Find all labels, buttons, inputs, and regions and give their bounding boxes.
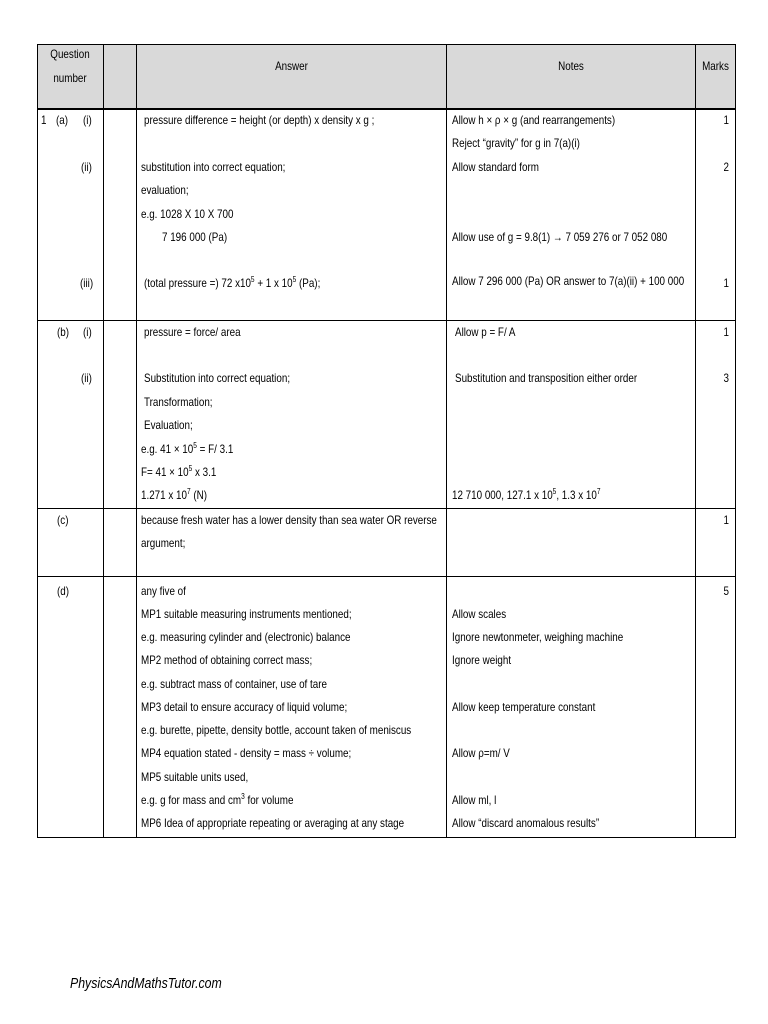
answer-line: Transformation; bbox=[144, 395, 213, 409]
header-question-line1: Question bbox=[50, 47, 90, 61]
answer-line: Substitution into correct equation; bbox=[144, 371, 291, 385]
mark-value: 1 bbox=[723, 113, 729, 127]
subpart-label: (iii) bbox=[80, 276, 94, 290]
mark-value: 1 bbox=[723, 276, 729, 290]
table-line bbox=[103, 44, 104, 838]
note-line: Allow 7 296 000 (Pa) OR answer to 7(a)(ii) + 100 000 bbox=[452, 274, 685, 288]
note-line: Allow h × ρ × g (and rearrangements) bbox=[452, 113, 616, 127]
part-label: (a) bbox=[56, 113, 69, 127]
subpart-label: (i) bbox=[83, 325, 92, 339]
answer-line: e.g. g for mass and $cm^3$ for volume bbox=[141, 792, 294, 807]
note-line: Reject “gravity” for g in 7(a)(i) bbox=[452, 136, 580, 150]
table-line bbox=[37, 320, 736, 321]
note-line: Ignore newtonmeter, weighing machine bbox=[452, 630, 624, 644]
answer-line: MP2 method of obtaining correct mass; bbox=[141, 653, 313, 667]
answer-line: MP6 Idea of appropriate repeating or averaging at any stage bbox=[141, 816, 405, 830]
answer-line: 1.271 x $10^7$ (N) bbox=[141, 487, 208, 502]
header-notes: Notes bbox=[558, 59, 584, 73]
note-line: Allow ml, l bbox=[452, 793, 497, 807]
answer-line: Evaluation; bbox=[144, 418, 193, 432]
note-line: Substitution and transposition either order bbox=[455, 371, 638, 385]
answer-line: (total pressure =) 72 $x10^5 + 1$ x $10^5$ (Pa); bbox=[144, 275, 321, 290]
question-number: 1 bbox=[41, 113, 47, 127]
note-line: Allow ρ=m/ V bbox=[452, 746, 510, 760]
part-label: (b) bbox=[57, 325, 70, 339]
note-line: Allow p = F/ A bbox=[455, 325, 516, 339]
table-line bbox=[37, 108, 736, 110]
header-question-line2: number bbox=[53, 71, 87, 85]
table-line bbox=[37, 837, 736, 838]
note-line: Allow use of g = 9.8(1) → 7 059 276 or 7 052 080 bbox=[452, 230, 668, 244]
answer-line: because fresh water has a lower density than sea water OR reverse bbox=[141, 513, 437, 527]
answer-line: MP1 suitable measuring instruments mentioned; bbox=[141, 607, 352, 621]
answer-line: e.g. burette, pipette, density bottle, account taken of meniscus bbox=[141, 723, 412, 737]
table-line bbox=[735, 44, 736, 838]
table-line bbox=[136, 44, 137, 838]
table-line bbox=[37, 576, 736, 577]
header-answer: Answer bbox=[275, 59, 308, 73]
note-line: Allow “discard anomalous results” bbox=[452, 816, 600, 830]
mark-value: 1 bbox=[723, 513, 729, 527]
answer-line: pressure = force/ area bbox=[144, 325, 241, 339]
note-line: Ignore weight bbox=[452, 653, 512, 667]
table-line bbox=[37, 44, 38, 838]
subpart-label: (ii) bbox=[81, 371, 92, 385]
subpart-label: (i) bbox=[83, 113, 92, 127]
note-line: Allow standard form bbox=[452, 160, 539, 174]
answer-line: pressure difference = height (or depth) x density x g ; bbox=[144, 113, 375, 127]
answer-line: MP5 suitable units used, bbox=[141, 770, 249, 784]
table-line bbox=[446, 44, 447, 838]
footer-site-name: PhysicsAndMathsTutor.com bbox=[70, 975, 222, 992]
answer-line: any five of bbox=[141, 584, 186, 598]
answer-line: e.g. 1028 X 10 X 700 bbox=[141, 207, 234, 221]
part-label: (d) bbox=[57, 584, 70, 598]
subpart-label: (ii) bbox=[81, 160, 92, 174]
answer-line: evaluation; bbox=[141, 183, 189, 197]
table-line bbox=[695, 44, 696, 838]
note-line: Allow scales bbox=[452, 607, 507, 621]
answer-line: argument; bbox=[141, 536, 186, 550]
answer-line: 7 196 000 (Pa) bbox=[162, 230, 228, 244]
mark-value: 5 bbox=[723, 584, 729, 598]
answer-line: e.g. $41 \times 10^5 = F/$ 3.1 bbox=[141, 441, 234, 456]
note-line: Allow keep temperature constant bbox=[452, 700, 596, 714]
table-line bbox=[37, 508, 736, 509]
answer-line: e.g. measuring cylinder and (electronic) balance bbox=[141, 630, 351, 644]
table-line bbox=[37, 44, 736, 45]
answer-line: $F= 41 \times 10^5$ x 3.1 bbox=[141, 464, 217, 479]
mark-value: 2 bbox=[723, 160, 729, 174]
mark-value: 3 bbox=[723, 371, 729, 385]
mark-value: 1 bbox=[723, 325, 729, 339]
answer-line: substitution into correct equation; bbox=[141, 160, 286, 174]
answer-line: MP3 detail to ensure accuracy of liquid volume; bbox=[141, 700, 348, 714]
header-marks: Marks bbox=[702, 59, 729, 73]
answer-line: e.g. subtract mass of container, use of tare bbox=[141, 677, 327, 691]
header-shading bbox=[37, 45, 735, 108]
note-line: 12 710 000, 127.1 x $10^5$, 1.3 x $10^7$ bbox=[452, 487, 601, 502]
part-label: (c) bbox=[57, 513, 69, 527]
answer-line: MP4 equation stated - density = mass ÷ volume; bbox=[141, 746, 352, 760]
